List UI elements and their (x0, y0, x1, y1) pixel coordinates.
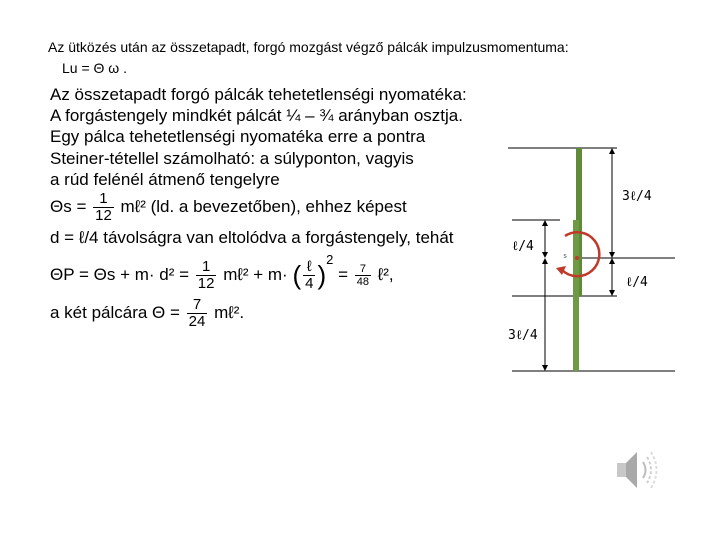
text-line-1: Az összetapadt forgó pálcák tehetetlenségi nyomatéka: (50, 85, 467, 104)
eq2-exponent: 2 (326, 252, 334, 267)
text-line-4: Steiner-tétellel számolható: a súlyponton, vagyis (50, 149, 414, 168)
text-line-3: Egy pálca tehetetlenségi nyomatéka erre a pontra (50, 127, 426, 146)
label-right-mid: ℓ/4 (626, 275, 648, 290)
eq2-lhs: ΘP = Θs + m· d² = (50, 265, 190, 284)
header-line-1: Az ütközés után az összetapadt, forgó mozgást végző pálcák impulzusmomentuma: (48, 39, 569, 55)
label-bottom: 3ℓ/4 (508, 328, 538, 343)
eq2-mid: mℓ² + m· (223, 265, 288, 284)
text-line-2: A forgástengely mindkét pálcát ¼ – ¾ arányban osztja. (50, 106, 463, 125)
eq1-lhs: Θs = (50, 196, 87, 216)
label-top: 3ℓ/4 (622, 189, 652, 204)
text-line-5: a rúd felénél átmenő tengelyre (50, 170, 280, 189)
equation-two-rods: a két pálcára Θ = $\frac{7}{24}$ mℓ². (50, 296, 245, 330)
pivot-point (575, 256, 579, 260)
equation-steiner-pivot: ΘP = Θs + m· d² = $\frac{1}{12}$ mℓ² + m· ( $\frac{\text{ℓ}}{4}$ )$^2$ = $\frac{7}{48}$ ℓ², (50, 252, 394, 293)
eq2-end: ℓ², (377, 265, 394, 284)
label-left-mid: ℓ/4 (512, 239, 534, 254)
equation-steiner-cm: Θs = $\frac{1}{12}$ mℓ² (ld. a bevezetőben), ehhez képest (50, 190, 407, 224)
rod-lower (573, 220, 579, 371)
text-line-6: d = ℓ/4 távolságra van eltolódva a forgástengely, tehát (50, 228, 454, 247)
pivot-label: s (563, 252, 568, 260)
eq3-end: mℓ². (214, 302, 245, 322)
eq1-rest: mℓ² (ld. a bevezetőben), ehhez képest (120, 196, 407, 216)
eq3-lhs: a két pálcára Θ = (50, 302, 180, 322)
header-line-2: Lu = Θ ω . (62, 60, 128, 76)
speaker-icon[interactable] (613, 447, 663, 493)
